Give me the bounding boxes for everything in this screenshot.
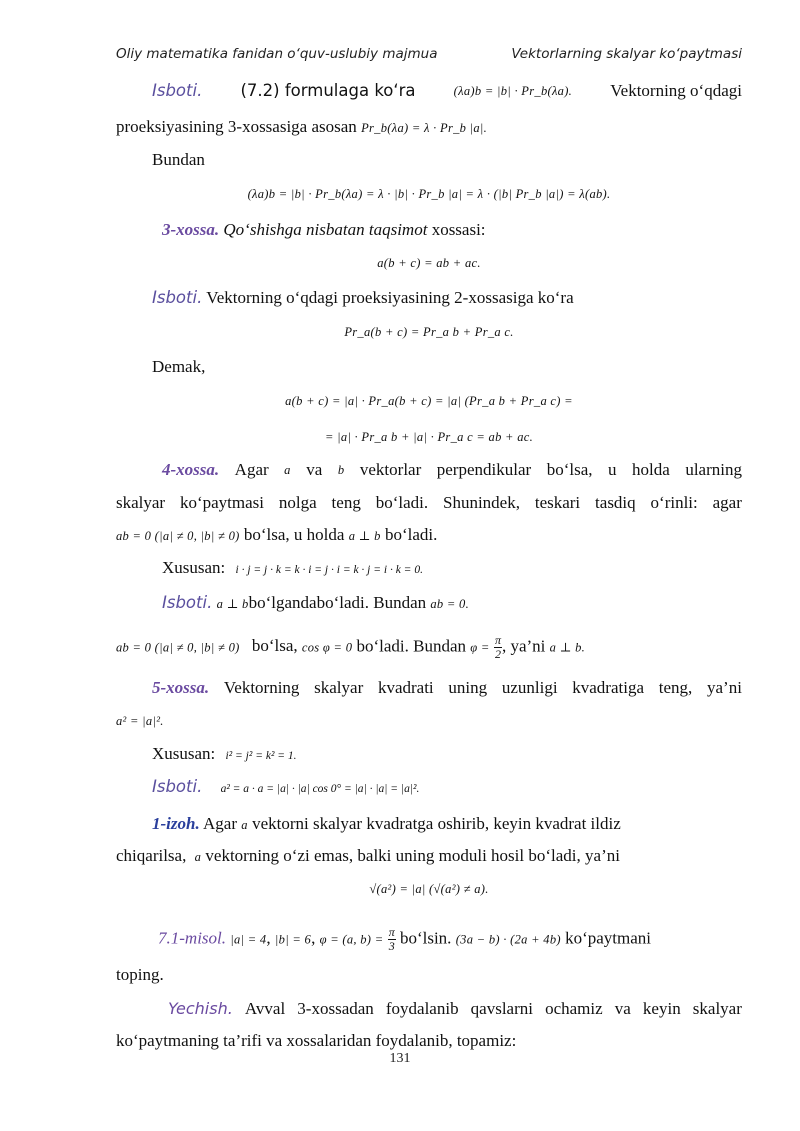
isboti-3-line bbox=[162, 592, 788, 615]
word: vektorlar bbox=[359, 460, 422, 479]
phi: φ = bbox=[470, 640, 490, 655]
izoh-label: 1-izoh. bbox=[152, 814, 200, 833]
misol-line: 7.1-misol. |a| = 4, |b| = 6, φ = (a, b) = $\frac{\pi}{3}$ bo‘lsin. (3a − b) · (2a + 4b) ko‘paytmani bbox=[158, 925, 652, 953]
header-left: Oliy matematika fanidan o‘quv-uslubiy majmua bbox=[116, 46, 438, 62]
word: bo‘lsa, bbox=[546, 460, 593, 479]
yechish-label: Yechish. bbox=[168, 999, 233, 1018]
word: Avval bbox=[244, 999, 286, 1018]
word: tasdiq bbox=[595, 493, 636, 512]
formula: (λa)b = |b| · Pr_b(λa). bbox=[453, 84, 573, 98]
xossa-3-line bbox=[162, 219, 788, 241]
xossa-5-formula: a² = |a|². bbox=[116, 714, 164, 728]
yechish-line-2: ko‘paytmaning ta’rifi va xossalaridan foydalanib, topamiz: bbox=[116, 1031, 517, 1050]
b-norm: |b| = 6 bbox=[274, 932, 312, 947]
word: u bbox=[608, 460, 617, 479]
text: , ya’ni bbox=[501, 636, 546, 656]
formula-main: (λa)b = |b| · Pr_b(λa) = λ · |b| · Pr_b |a| = λ · (|b| Pr_b |a|) = λ(ab). bbox=[247, 187, 611, 201]
condition: ab = 0 (|a| ≠ 0, |b| ≠ 0) bbox=[116, 640, 240, 655]
text: Vektorning o‘qdagi proeksiyasining 2-xossasiga ko‘ra bbox=[206, 288, 574, 307]
text: Agar bbox=[203, 814, 238, 833]
expression: (3a − b) · (2a + 4b) bbox=[455, 932, 561, 947]
condition: ab = 0 (|a| ≠ 0, |b| ≠ 0) bbox=[116, 529, 240, 543]
text: ko‘paytmani bbox=[565, 928, 652, 948]
xossa-label: 5-xossa. bbox=[152, 678, 210, 697]
a-norm: |a| = 4 bbox=[230, 932, 267, 947]
numerator: π bbox=[494, 633, 501, 647]
word: perpendikular bbox=[436, 460, 532, 479]
numerator: π bbox=[388, 925, 395, 939]
xossa-5-isboti bbox=[152, 776, 778, 800]
bundan: Bundan bbox=[152, 150, 205, 169]
formula: i · j = j · k = k · i = j · i = k · j = i · k = 0. bbox=[235, 564, 423, 576]
word: bo‘ladi. bbox=[375, 493, 429, 512]
text: chiqarilsa, bbox=[116, 846, 187, 865]
demak: Demak, bbox=[152, 357, 206, 376]
xossa-4-line-2 bbox=[116, 492, 742, 514]
word: teng bbox=[331, 493, 361, 512]
izoh-formula: √(a²) = |a| (√(a²) ≠ a). bbox=[369, 882, 489, 896]
izoh-line-1 bbox=[152, 813, 742, 836]
word: skalyar bbox=[692, 999, 742, 1018]
text: bo‘lgandabo‘ladi. Bundan bbox=[248, 593, 427, 612]
word: kvadrati bbox=[377, 678, 434, 697]
word: uning bbox=[448, 678, 488, 697]
perp: a ⊥ b. bbox=[549, 640, 586, 655]
xossa-4-xususan bbox=[162, 557, 788, 581]
word: teskari bbox=[534, 493, 581, 512]
word: teng, bbox=[658, 678, 693, 697]
word: uzunligi bbox=[501, 678, 558, 697]
vector-a: a bbox=[284, 463, 291, 477]
text: (7.2) formulaga ko‘ra bbox=[240, 81, 416, 100]
word: keyin bbox=[642, 999, 681, 1018]
word: va bbox=[614, 999, 631, 1018]
word: holda bbox=[632, 460, 670, 479]
xossa-label: 3-xossa. bbox=[162, 220, 220, 239]
denominator: 2 bbox=[494, 647, 501, 661]
text: proeksiyasining 3-xossasiga asosan bbox=[116, 117, 357, 136]
xossa-label: 4-xossa. bbox=[162, 460, 220, 479]
isboti-label: Isboti. bbox=[152, 777, 203, 796]
result: ab = 0. bbox=[430, 597, 470, 611]
isboti-label: Isboti. bbox=[162, 593, 213, 612]
word: agar bbox=[712, 493, 742, 512]
word: ya’ni bbox=[706, 678, 742, 697]
word: kvadratiga bbox=[572, 678, 645, 697]
word: Vektorning bbox=[223, 678, 300, 697]
word: qavslarni bbox=[470, 999, 533, 1018]
word: Agar bbox=[234, 460, 269, 479]
text: vektorning o‘zi emas, balki uning moduli hosil bo‘ladi, ya’ni bbox=[205, 846, 620, 865]
vector-a: a bbox=[194, 850, 202, 864]
word: skalyar bbox=[116, 493, 166, 512]
text: bo‘ladi. Bundan bbox=[356, 636, 467, 656]
perp: a ⊥ b bbox=[216, 597, 249, 611]
phi: φ = (a, b) = bbox=[319, 932, 384, 947]
perp: a ⊥ b bbox=[348, 529, 381, 543]
word: foydalanib bbox=[385, 999, 459, 1018]
header-right: Vektorlarning skalyar ko‘paytmasi bbox=[511, 46, 742, 62]
isboti-1-line bbox=[152, 80, 742, 102]
formula: i² = j² = k² = 1. bbox=[225, 750, 297, 762]
word: ularning bbox=[685, 460, 742, 479]
xususan: Xususan: bbox=[162, 558, 226, 577]
word: Shunindek, bbox=[442, 493, 520, 512]
misol-label: 7.1-misol. bbox=[158, 928, 226, 948]
demak-formula-2: = |a| · Pr_a b + |a| · Pr_a c = ab + ac. bbox=[324, 430, 534, 444]
isboti-3-line-2 bbox=[116, 634, 742, 661]
xossa-4-line-1 bbox=[162, 459, 742, 481]
xossa-4-line-3 bbox=[116, 524, 742, 547]
formula: Pr_b(λa) = λ · Pr_b |a|. bbox=[361, 121, 488, 135]
xossa-5-xususan bbox=[152, 743, 778, 767]
text: Vektorning o‘qdagi bbox=[610, 81, 742, 100]
word: skalyar bbox=[314, 678, 364, 697]
word: ochamiz bbox=[545, 999, 603, 1018]
denominator: 3 bbox=[388, 939, 395, 953]
word: va bbox=[306, 460, 323, 479]
page-number: 131 bbox=[389, 1051, 411, 1066]
isboti-label: Isboti. bbox=[152, 81, 203, 100]
text: bo‘lsin. bbox=[399, 928, 452, 948]
isboti-2-formula: Pr_a(b + c) = Pr_a b + Pr_a c. bbox=[344, 325, 514, 339]
vector-a: a bbox=[241, 818, 248, 832]
word: o‘rinli: bbox=[650, 493, 698, 512]
text: bo‘lsa, u holda bbox=[243, 525, 345, 544]
text: bo‘ladi. bbox=[384, 525, 438, 544]
text: xossasi: bbox=[431, 220, 486, 239]
word: 3-xossadan bbox=[297, 999, 374, 1018]
yechish-line-1 bbox=[168, 998, 742, 1020]
xossa-3-formula: a(b + c) = ab + ac. bbox=[377, 256, 481, 270]
text: vektorni skalyar kvadratga oshirib, keyin kvadrat ildiz bbox=[252, 814, 621, 833]
fraction bbox=[388, 926, 396, 953]
word: ko‘paytmasi bbox=[179, 493, 265, 512]
misol-toping: toping. bbox=[116, 965, 164, 984]
demak-formula-1: a(b + c) = |a| · Pr_a(b + c) = |a| (Pr_a b + Pr_a c) = bbox=[285, 394, 573, 408]
xossa-5-line-1 bbox=[152, 677, 742, 699]
xususan: Xususan: bbox=[152, 744, 216, 763]
xossa-title: Qo‘shishga nisbatan taqsimot bbox=[223, 220, 428, 239]
text: bo‘lsa, bbox=[251, 636, 298, 656]
line-2 bbox=[116, 116, 742, 139]
word: nolga bbox=[278, 493, 317, 512]
izoh-line-2 bbox=[116, 845, 742, 868]
isboti-2-line bbox=[152, 287, 742, 309]
formula: a² = a · a = |a| · |a| cos 0° = |a| · |a| = |a|². bbox=[220, 783, 420, 795]
vector-b: b bbox=[337, 463, 345, 477]
fraction bbox=[494, 634, 502, 661]
isboti-label: Isboti. bbox=[152, 288, 203, 307]
cos: cos φ = 0 bbox=[301, 640, 353, 655]
